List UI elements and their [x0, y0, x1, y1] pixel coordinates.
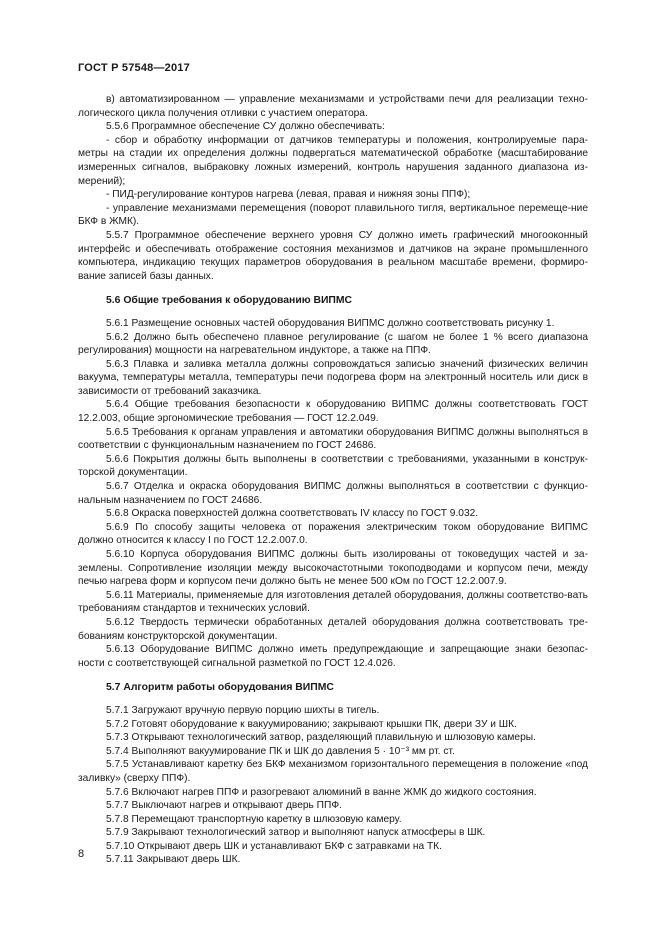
- section-heading-5-6: 5.6 Общие требования к оборудованию ВИПМС: [106, 295, 353, 307]
- paragraph: 5.7.8 Перемещают транспортную каретку в шлюзовую камеру.: [106, 813, 402, 825]
- paragraph: 5.6.1 Размещение основных частей оборудования ВИПМС должно соответствовать рисунку 1.: [106, 317, 555, 329]
- paragraph: 5.7.9 Закрывают технологический затвор и выполняют напуск атмосферы в ШК.: [106, 827, 486, 839]
- paragraph: 5.7.7 Выключают нагрев и открывают дверь ППФ.: [106, 800, 342, 812]
- paragraph: 5.7.2 Готовят оборудование к вакуумированию; закрывают крышки ПК, двери ЗУ и ШК.: [106, 718, 517, 730]
- list-item: - сбор и обработку информации от датчиков температуры и положения, контролируемые пара-метры на стадии их определения должны подвергаться математической обработке (масштабирование измеренных сигналов, выбраковку ложных измерений, контроль нарушения заданного диапазона из-мерений);: [78, 134, 588, 187]
- paragraph: 5.7.4 Выполняют вакуумирование ПК и ШК до давления 5 · 10⁻³ мм рт. ст.: [106, 745, 455, 757]
- paragraph: 5.6.10 Корпуса оборудования ВИПМС должны быть изолированы от токоведущих частей и за-землены. Сопротивление изоляции между высокочастотными токоподводами и корпусом печи, между печью нагрева форм и корпусом печи должно быть не менее 500 кОм по ГОСТ 12.2.007.9.: [78, 549, 588, 588]
- paragraph: 5.7.11 Закрывают дверь ШК.: [106, 854, 241, 866]
- paragraph: 5.7.6 Включают нагрев ППФ и разогревают алюминий в ванне ЖМК до жидкого состояния.: [106, 786, 537, 798]
- page-content: [78, 93, 588, 867]
- paragraph: 5.6.4 Общие требования безопасности к оборудованию ВИПМС должны соответствовать ГОСТ 12.2.003, общие эргономические требования — ГОСТ 12.2.049.: [78, 399, 588, 425]
- paragraph: 5.6.5 Требования к органам управления и автоматики оборудования ВИПМС должны выполняться в соответствии с функциональным назначением по ГОСТ 24686.: [78, 426, 588, 452]
- paragraph: 5.7.10 Открывают дверь ШК и устанавливают БКФ с затравками на ТК.: [106, 840, 442, 852]
- list-item: - управление механизмами перемещения (поворот плавильного тигля, вертикальное перемеще-ние БКФ в ЖМК).: [78, 202, 588, 228]
- standard-header: ГОСТ Р 57548—2017: [78, 62, 190, 74]
- paragraph: 5.6.2 Должно быть обеспечено плавное регулирование (с шагом не более 1 % всего диапазона регулирования) мощности на нагревательном индукторе, а также на ППФ.: [78, 331, 588, 357]
- paragraph: 5.6.6 Покрытия должны быть выполнены в соответствии с требованиями, указанными в конструк-торской документации.: [78, 453, 588, 479]
- paragraph: 5.6.11 Материалы, применяемые для изготовления деталей оборудования, должны соответство-вать требованиям стандартов и технических условий.: [78, 589, 588, 615]
- paragraph: 5.6.9 По способу защиты человека от поражения электрическим током оборудование ВИПМС должно относится к классу I по ГОСТ 12.2.007.0.: [78, 521, 588, 547]
- paragraph: 5.7.5 Устанавливают каретку без БКФ механизмом горизонтального перемещения в положение «под заливку» (сверху ППФ).: [78, 759, 588, 784]
- paragraph: 5.6.12 Твердость термически обработанных деталей оборудования должна соответствовать тре-бованиям конструкторской документации.: [78, 616, 588, 642]
- paragraph: 5.5.6 Программное обеспечение СУ должно обеспечивать:: [106, 121, 385, 133]
- paragraph: в) автоматизированном — управление механизмами и устройствами печи для реализации техно-логического цикла получения отливки с участием оператора.: [78, 94, 588, 119]
- paragraph: 5.7.3 Открывают технологический затвор, разделяющий плавильную и шлюзовую камеры.: [106, 732, 536, 744]
- paragraph: 5.6.7 Отделка и окраска оборудования ВИПМС должны выполняться в соответствии с функцио-нальным назначением по ГОСТ 24686.: [78, 481, 588, 506]
- paragraph: 5.6.13 Оборудование ВИПМС должно иметь предупреждающие и запрещающие знаки безопас-ности с соответствующей сигнальной разметкой по ГОСТ 12.4.026.: [78, 644, 588, 669]
- section-heading-5-7: 5.7 Алгоритм работы оборудования ВИПМС: [106, 682, 334, 694]
- list-item: - ПИД-регулирование контуров нагрева (левая, правая и нижняя зоны ППФ);: [106, 189, 471, 201]
- paragraph: 5.7.1 Загружают вручную первую порцию шихты в тигель.: [106, 704, 380, 716]
- page-number: 8: [78, 848, 85, 860]
- paragraph: 5.5.7 Программное обеспечение верхнего уровня СУ должно иметь графический многооконный интерфейс и обеспечивать отображение состояния механизмов и датчиков на экране промышленного компьютера, индикацию текущих параметров оборудования в реальном масштабе времени, формиро-вание записей базы данных.: [78, 229, 588, 282]
- paragraph: 5.6.8 Окраска поверхностей должна соответствовать IV классу по ГОСТ 9.032.: [106, 508, 479, 520]
- paragraph: 5.6.3 Плавка и заливка металла должны сопровождаться записью значений физических величин вакуума, температуры металла, температуры печи подогрева форм на электронный носитель или диск в зависимости от требований заказчика.: [78, 358, 588, 397]
